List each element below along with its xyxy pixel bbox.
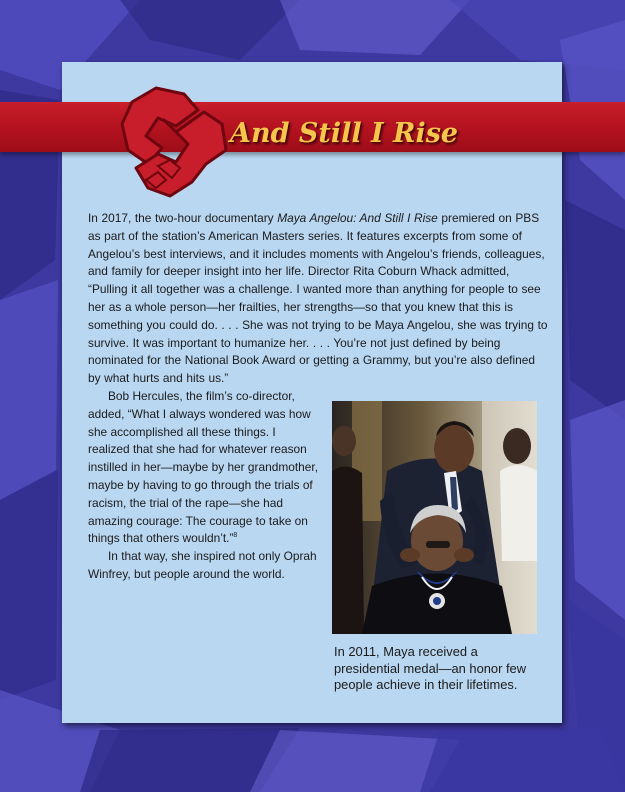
hercules-paragraph bbox=[88, 388, 320, 548]
handshake-icon bbox=[118, 84, 233, 202]
intro-paragraph bbox=[88, 210, 548, 388]
closing-paragraph: In that way, she inspired not only Oprah Winfrey, but people around the world. bbox=[88, 549, 317, 581]
hercules-text: Bob Hercules, the film’s co-director, added, “What I always wondered was how she accomplished all these things. I realized that she had for whatever reason instilled in her—maybe by her grandmother, maybe by having to go through the trials of racism, the trial of the rape—she had amazing courage: The courage to take on things that others wouldn’t.” bbox=[88, 389, 319, 546]
film-title: Maya Angelou: And Still I Rise bbox=[277, 211, 438, 225]
footnote-marker: 8 bbox=[233, 532, 238, 540]
intro-text-2: premiered on PBS as part of the station’s American Masters series. It features excerpts from some of Angelou’s best interviews, and it includes moments with Angelou’s friends, colleagues, and family for deeper insight into her life. Director Rita Coburn Whack admitted, “Pulling it all together was a challenge. I wanted more than anything for people to see her as a whole person—her frailties, her strengths—so that you knew that this is something you could do. . . . She was not trying to be Maya Angelou, she was trying to survive. It was important to humanize her. . . . You’re not just defined by being nominated for the National Book Award or getting a Grammy, but you’re also defined by what hurts and hits us.” bbox=[88, 211, 548, 386]
photo-caption: In 2011, Maya received a presidential medal—an honor few people achieve in their lifetimes. bbox=[334, 644, 527, 693]
medal-photo bbox=[332, 401, 537, 634]
chapter-title: And Still I Rise bbox=[230, 118, 459, 149]
left-column bbox=[88, 388, 320, 584]
intro-text-1: In 2017, the two-hour documentary bbox=[88, 211, 278, 225]
